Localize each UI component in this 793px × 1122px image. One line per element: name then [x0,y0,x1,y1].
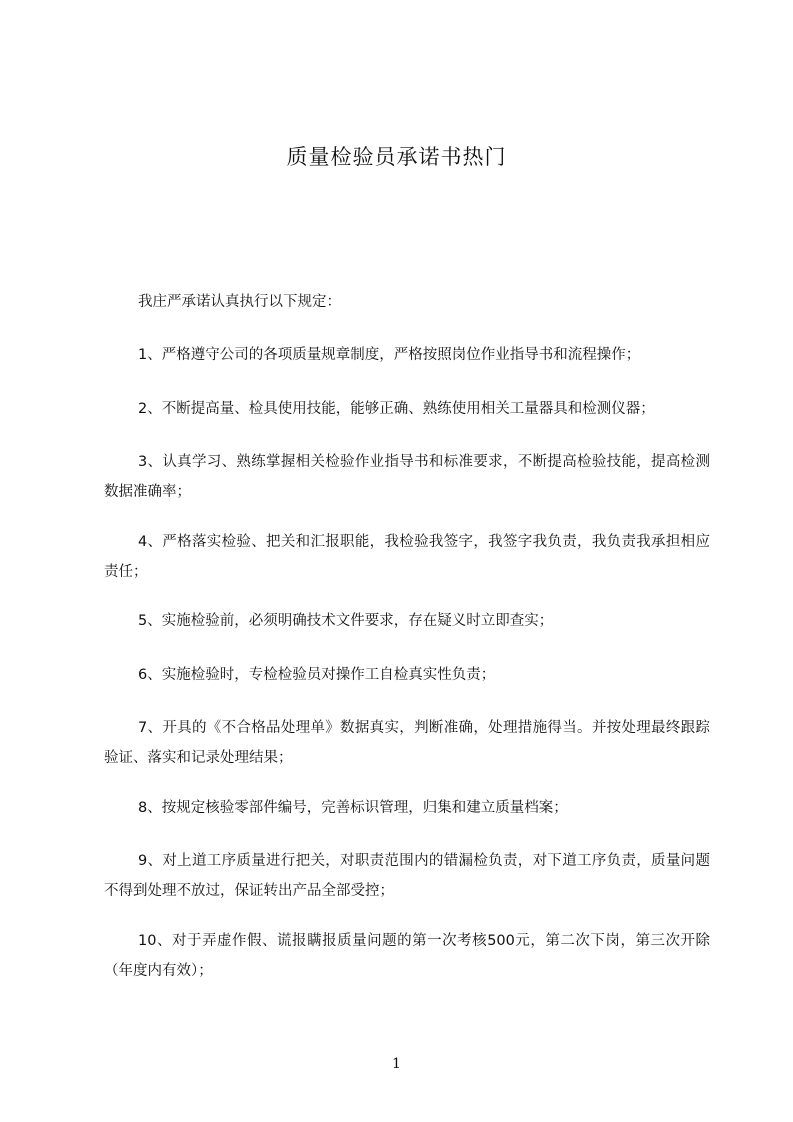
item-9: 9、对上道工序质量进行把关，对职责范围内的错漏检负责，对下道工序负责，质量问题不得到处理不放过，保证转出产品全部受控； [104,853,710,899]
item-10: 10、对于弄虚作假、谎报瞒报质量问题的第一次考核500元，第二次下岗，第三次开除（年度内有效）； [104,933,710,979]
intro-paragraph: 我庄严承诺认真执行以下规定： [138,294,341,310]
item-6: 6、实施检验时，专检检验员对操作工自检真实性负责； [138,667,496,683]
item-3: 3、认真学习、熟练掌握相关检验作业指导书和标准要求，不断提高检验技能，提高检测数据准确率； [104,454,710,500]
item-4: 4、严格落实检验、把关和汇报职能，我检验我签字，我签字我负责，我负责我承担相应责任； [104,534,710,580]
item-7: 7、开具的《不合格品处理单》数据真实，判断准确，处理措施得当。并按处理最终跟踪验证、落实和记录处理结果； [104,720,710,766]
item-8: 8、按规定核验零部件编号，完善标识管理，归集和建立质量档案； [138,800,568,816]
document-title: 质量检验员承诺书热门 [286,145,507,169]
item-5: 5、实施检验前，必须明确技术文件要求，存在疑义时立即查实； [138,613,554,629]
item-1: 1、严格遵守公司的各项质量规章制度，严格按照岗位作业指导书和流程操作； [138,347,641,363]
item-2: 2、不断提高量、检具使用技能，能够正确、熟练使用相关工量器具和检测仪器； [138,401,655,417]
page-number: 1 [392,1056,401,1072]
